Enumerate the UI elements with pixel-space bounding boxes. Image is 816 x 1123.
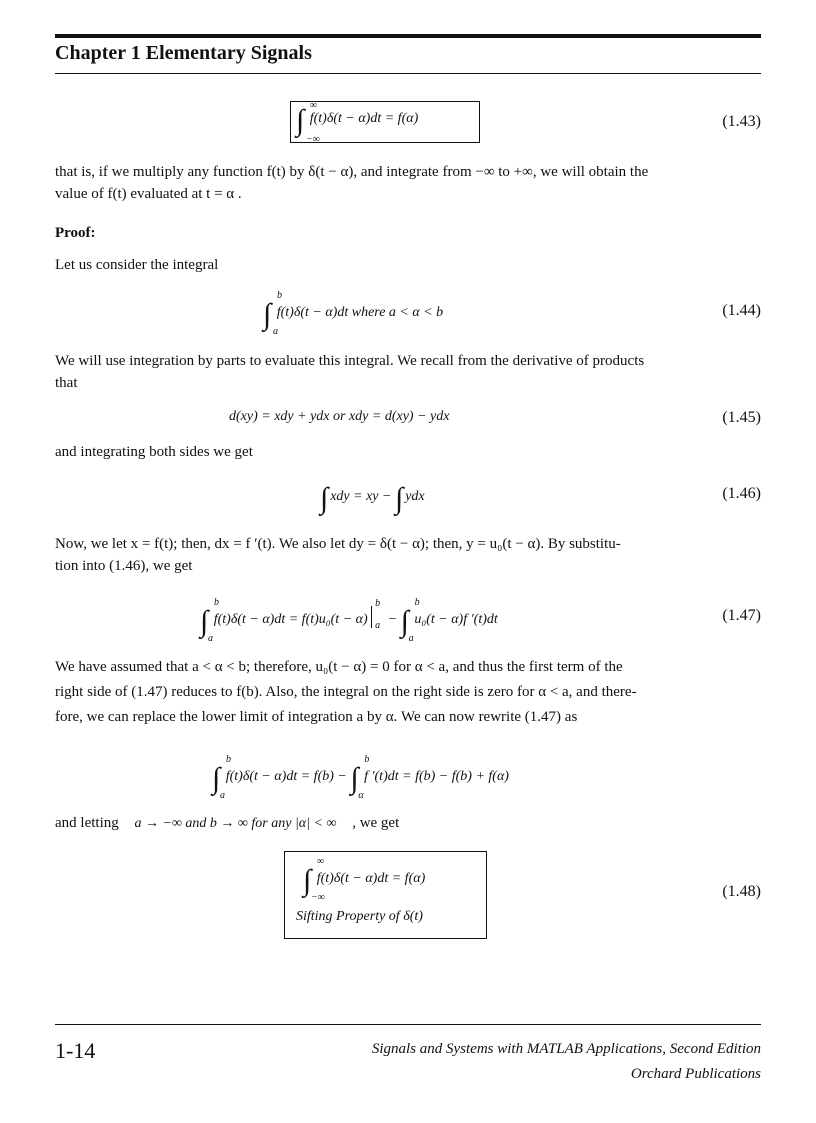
integral-sign: ∫ [394, 482, 404, 515]
header-rule-thin [55, 73, 761, 74]
header-rule-thick [55, 34, 761, 38]
integral-sign: ∫ [350, 762, 359, 795]
equation-part1: f(t)δ(t − α)dt = f(b) − [225, 769, 351, 784]
minus-sign: − [387, 612, 398, 627]
equation-number-1-47: (1.47) [722, 607, 761, 624]
equation-1-47 [200, 597, 498, 644]
integral-sign: ∫ [320, 482, 329, 515]
equation-part1: f(t)δ(t − α)dt = f(t)u₀(t − α) [213, 612, 368, 627]
equation-number-1-43: (1.43) [722, 113, 761, 130]
paragraph-text: and letting [55, 815, 119, 831]
integral-upper-limit: ∞ [317, 856, 325, 867]
paragraph-line: tion into (1.46), we get [55, 558, 193, 574]
integral-sign: ∫ [263, 298, 272, 331]
integral-upper-limit: b [414, 597, 420, 608]
integral-group [200, 597, 219, 644]
integral-upper-limit: b [277, 290, 282, 301]
paragraph-intro-integral: Let us consider the integral [55, 257, 219, 273]
equation-body-left: xdy = xy − [330, 489, 395, 504]
paragraph-math: a → −∞ and b → ∞ for any |α| < ∞ [134, 816, 337, 831]
integral-sign: ∫ [212, 762, 221, 795]
paragraph-definition [55, 161, 761, 205]
integral-lower-limit: a [208, 633, 213, 644]
equation-rewritten [212, 754, 509, 801]
evaluation-bar [371, 598, 384, 631]
equation-body: f(t)δ(t − α)dt where a < α < b [276, 305, 444, 320]
equation-1-46 [320, 484, 425, 514]
paragraph-line: right side of (1.47) reduces to f(b). Also, the integral on the right side is zero for α < a, and there- [55, 684, 637, 700]
integral-sign: ∫ [400, 605, 409, 638]
integral-upper-limit: b [226, 754, 231, 765]
equation-1-48 [303, 856, 426, 903]
equation-body: f(t)δ(t − α)dt = f(α) [309, 111, 419, 126]
equation-body: f(t)δ(t − α)dt = f(α) [316, 871, 426, 886]
chapter-title: Chapter 1 Elementary Signals [55, 42, 312, 64]
equation-number-1-46: (1.46) [722, 485, 761, 502]
equation-1-44 [263, 290, 444, 337]
paragraph-line: We will use integration by parts to evaluate this integral. We recall from the derivative of products [55, 353, 645, 369]
equation-1-43 [296, 100, 419, 145]
integral-sign: ∫ [296, 104, 305, 137]
integral-upper-limit: b [364, 754, 370, 765]
equation-part2: u₀(t − α)f ′(t)dt [414, 612, 498, 627]
equation-number-1-44: (1.44) [722, 302, 761, 319]
page-number: 1-14 [55, 1038, 96, 1063]
integral-lower-limit: a [408, 633, 414, 644]
paragraph-integration-by-parts [55, 350, 761, 394]
integral-lower-limit: a [220, 790, 225, 801]
paragraph-integrating: and integrating both sides we get [55, 444, 253, 460]
equation-1-45: d(xy) = xdy + ydx or xdy = d(xy) − ydx [229, 409, 450, 424]
integral-sign: ∫ [303, 864, 312, 897]
integral-lower-limit: −∞ [306, 134, 320, 145]
equation-part2: f ′(t)dt = f(b) − f(b) + f(α) [364, 769, 509, 784]
footer-rule [55, 1024, 761, 1025]
paragraph-line: Now, we let x = f(t); then, dx = f ′(t). We also let dy = δ(t − α); then, y = u₀(t − α). By substitu- [55, 536, 621, 552]
integral-lower-limit: α [358, 790, 364, 801]
paragraph-line: value of f(t) evaluated at t = α . [55, 186, 242, 202]
evaluation-upper: b [375, 598, 381, 609]
paragraph-line: that [55, 375, 78, 391]
paragraph-substitution [55, 533, 761, 577]
integral-upper-limit: ∞ [310, 100, 318, 111]
integral-lower-limit: −∞ [311, 892, 325, 903]
equation-number-1-45: (1.45) [722, 409, 761, 426]
paragraph-line: fore, we can replace the lower limit of integration a by α. We can now rewrite (1.47) as [55, 709, 578, 725]
equation-caption: Sifting Property of δ(t) [296, 909, 423, 924]
integral-sign: ∫ [200, 605, 209, 638]
integral-group [400, 597, 420, 644]
paragraph-line: that is, if we multiply any function f(t) by δ(t − α), and integrate from −∞ to +∞, we will obtain the [55, 164, 649, 180]
paragraph-assumption [55, 656, 761, 728]
equation-body-right: ydx [405, 489, 425, 504]
integral-group [212, 754, 231, 801]
paragraph-text: , we get [352, 815, 400, 831]
evaluation-lower: a [375, 620, 381, 631]
integral-upper-limit: b [214, 597, 219, 608]
publisher: Orchard Publications [630, 1066, 761, 1082]
paragraph-letting [55, 815, 399, 832]
equation-number-1-48: (1.48) [722, 883, 761, 900]
integral-group [350, 754, 370, 801]
proof-label: Proof: [55, 225, 96, 241]
integral-lower-limit: a [273, 326, 278, 337]
paragraph-line: We have assumed that a < α < b; therefore, u₀(t − α) = 0 for α < a, and thus the first term of the [55, 659, 623, 675]
book-title: Signals and Systems with MATLAB Applications, Second Edition [371, 1041, 761, 1057]
